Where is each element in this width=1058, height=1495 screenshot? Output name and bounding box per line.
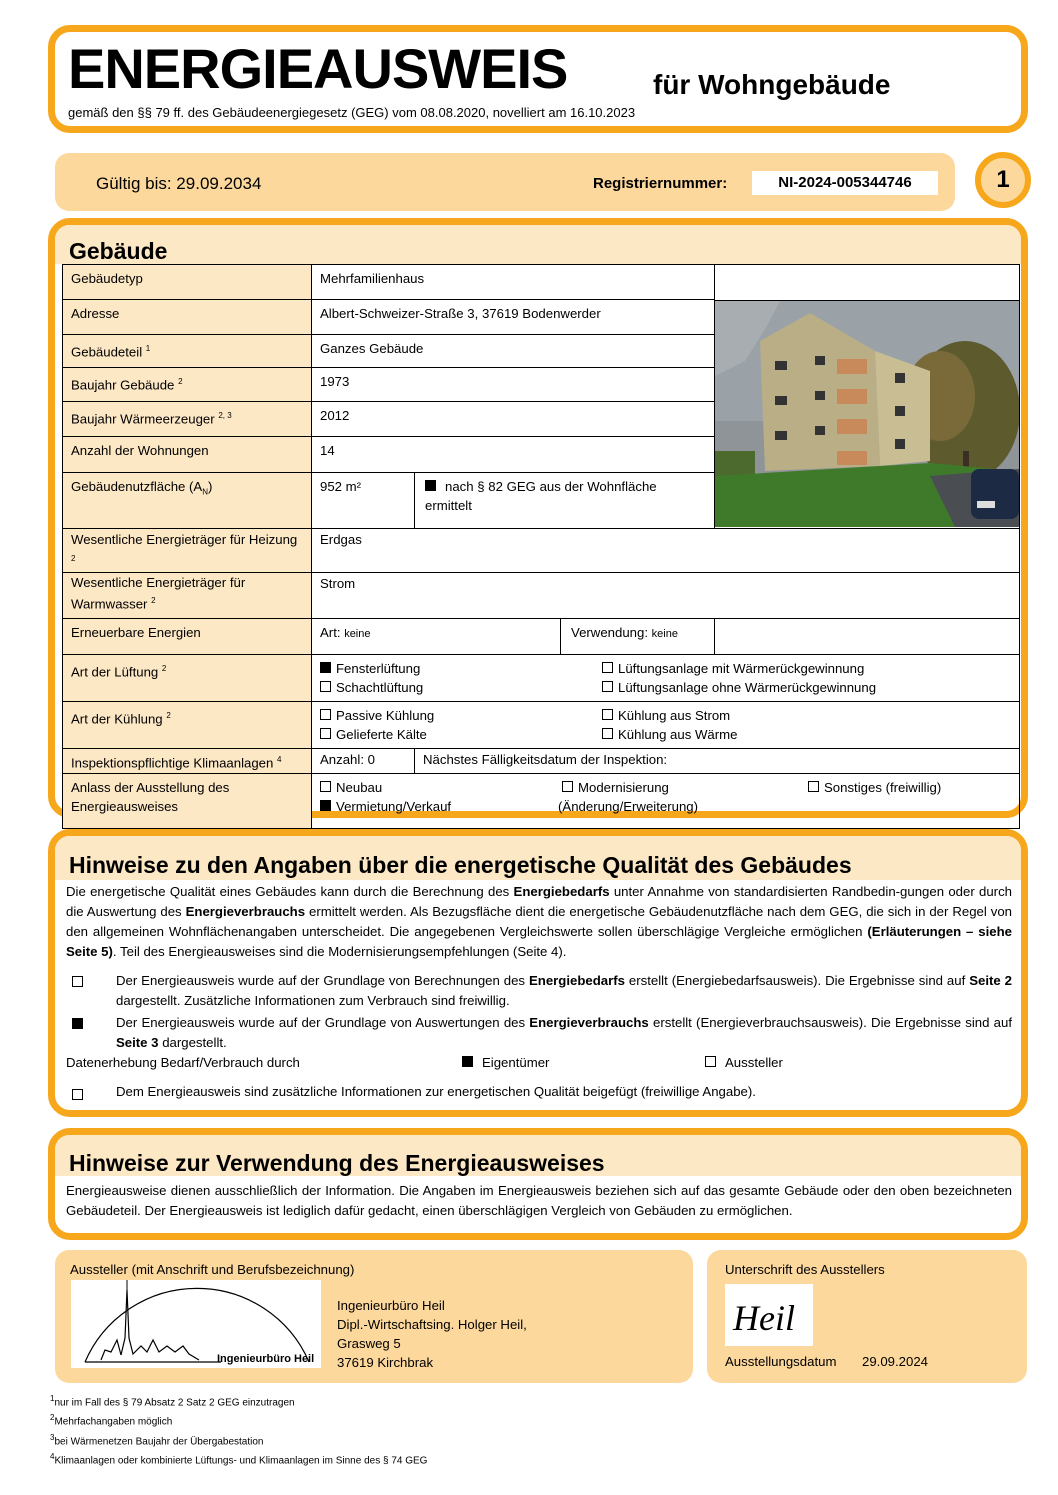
- issuer-logo: [71, 1280, 321, 1368]
- valid-until: Gültig bis: 29.09.2034: [96, 174, 262, 193]
- label-apartments: Anzahl der Wohnungen: [63, 437, 312, 473]
- issue-date: 29.09.2024: [862, 1354, 929, 1369]
- value-type: Mehrfamilienhaus: [312, 265, 715, 300]
- cooling-power-checkbox[interactable]: [602, 709, 613, 720]
- value-address: Albert-Schweizer-Straße 3, 37619 Bodenwerder: [312, 300, 715, 335]
- doc-subtitle: für Wohngebäude: [653, 69, 891, 100]
- value-hot-water: Strom: [312, 573, 1020, 618]
- value-part: Ganzes Gebäude: [312, 335, 715, 368]
- data-collection-label: Datenerhebung Bedarf/Verbrauch durch: [66, 1055, 300, 1070]
- doc-legal-basis: gemäß den §§ 79 ff. des Gebäudeenergiegesetz (GEG) vom 08.08.2020, novelliert am 16.10.2023: [68, 105, 636, 120]
- value-heating: Erdgas: [312, 529, 1020, 573]
- reason-new-checkbox[interactable]: [320, 781, 331, 792]
- issuer-address: Ingenieurbüro Heil Dipl.-Wirtschaftsing. Holger Heil, Grasweg 5 37619 Kirchbrak: [337, 1298, 527, 1370]
- label-renewable: Erneuerbare Energien: [63, 618, 312, 654]
- value-year-building: 1973: [312, 368, 715, 402]
- data-issuer: Aussteller: [705, 1055, 783, 1070]
- ventilation-window-checkbox[interactable]: [320, 662, 331, 673]
- reason-options: Neubau Vermietung/Verkauf Modernisierung (Änderung/Erweiterung) Sonstiges (freiwillig): [312, 774, 1020, 829]
- building-photo: [715, 301, 1019, 527]
- reason-rent-sale-checkbox[interactable]: [320, 800, 331, 811]
- ventilation-nohr-checkbox[interactable]: [602, 681, 613, 692]
- demand-option-text: Der Energieausweis wurde auf der Grundlage von Berechnungen des Energiebedarfs erstellt (Energiebedarfsausweis). Die Ergebnisse sind auf Seite 2 dargestellt. Zusätzliche Informationen zum Verbrauch sind freiwillig.: [116, 973, 1012, 1008]
- label-part: Gebäudeteil $^1$: [63, 335, 312, 368]
- signature-image: [725, 1284, 813, 1346]
- aircon-count: Anzahl: 0: [312, 748, 415, 773]
- consumption-option-text: Der Energieausweis wurde auf der Grundlage von Auswertungen des Energieverbrauchs erstellt (Energieverbrauchsausweis). Die Ergebnisse sind auf Seite 3 dargestellt.: [116, 1015, 1012, 1050]
- usage-hints-title: Hinweise zur Verwendung des Energieausweises: [69, 1150, 605, 1176]
- signature-box: [725, 1284, 813, 1346]
- data-owner: Eigentümer: [462, 1055, 549, 1070]
- footnote-2: $^2$Mehrfachangaben möglich: [50, 1413, 173, 1428]
- title-box: [48, 25, 1028, 133]
- cooling-options: Passive Kühlung Gelieferte Kälte Kühlung aus Strom Kühlung aus Wärme: [312, 701, 1020, 748]
- additional-info-checkbox[interactable]: [72, 1089, 83, 1100]
- signature-label: Unterschrift des Ausstellers: [725, 1262, 885, 1277]
- page-number-badge: [975, 152, 1031, 208]
- ventilation-hr-checkbox[interactable]: [602, 662, 613, 673]
- label-area: Gebäudenutzfläche $(A_N)$: [63, 473, 312, 529]
- ventilation-options: Fensterlüftung Schachtlüftung Lüftungsanlage mit Wärmerückgewinnung Lüftungsanlage ohne Wärmerückgewinnung: [312, 654, 1020, 701]
- consumption-option-checkbox[interactable]: [72, 1018, 83, 1029]
- reason-modernization-checkbox[interactable]: [562, 781, 573, 792]
- renewable-spacer: [715, 618, 1020, 654]
- value-apartments: 14: [312, 437, 715, 473]
- label-year-generator: Baujahr Wärmeerzeuger $^{2, 3}$: [63, 402, 312, 437]
- issuer-label: Aussteller (mit Anschrift und Berufsbezeichnung): [70, 1262, 355, 1277]
- aircon-next: Nächstes Fälligkeitsdatum der Inspektion:: [415, 748, 1020, 773]
- quality-intro: Die energetische Qualität eines Gebäudes kann durch die Berechnung des Energiebedarfs unter Annahme von standardisierten Randbedin-gungen oder durch die Auswertung des Energieverbrauchs ermittelt werden. Als Bezugsfläche dient die energetische Gebäudenutzfläche nach dem GEG, die sich in der Regel von den allgemeinen Wohnflächenangaben unterscheidet. Die angegebenen Vergleichswerte sollen überschlägige Vergleiche ermöglichen (Erläuterungen – siehe Seite 5). Teil des Energieausweises sind die Modernisierungsempfehlungen (Seite 4).: [66, 884, 1012, 959]
- page-number: 1: [996, 166, 1010, 193]
- building-table: [62, 264, 1020, 829]
- svg-text:Ingenieurbüro Heil: Ingenieurbüro Heil: [217, 1353, 315, 1365]
- data-issuer-checkbox[interactable]: [705, 1056, 716, 1067]
- registration-label: Registriernummer:: [593, 175, 728, 192]
- building-header-bg: [55, 225, 1021, 264]
- label-reason: Anlass der Ausstellung des Energieausweises: [63, 774, 312, 829]
- value-area: 952 m²: [312, 473, 415, 529]
- reason-modernization-note: (Änderung/Erweiterung): [558, 799, 699, 815]
- usage-hints-text: Energieausweise dienen ausschließlich der Information. Die Angaben im Energieausweis beziehen sich auf das gesamte Gebäude oder den oben bezeichneten Gebäudeteil. Der Energieausweis ist lediglich dafür gedacht, einen überschlägigen Vergleich von Gebäuden zu ermöglichen.: [66, 1183, 1012, 1218]
- registration-number: NI-2024-005344746: [752, 171, 938, 195]
- label-ventilation: Art der Lüftung $^2$: [63, 654, 312, 701]
- doc-title: ENERGIEAUSWEIS: [68, 37, 568, 100]
- label-year-building: Baujahr Gebäude $^2$: [63, 368, 312, 402]
- cooling-delivered-checkbox[interactable]: [320, 728, 331, 739]
- cooling-heat-checkbox[interactable]: [602, 728, 613, 739]
- label-address: Adresse: [63, 300, 312, 335]
- footnote-3: $^3$bei Wärmenetzen Baujahr der Übergabestation: [50, 1432, 264, 1447]
- signature-panel: [707, 1250, 1027, 1383]
- svg-text:Heil: Heil: [733, 1298, 795, 1338]
- issuer-panel: [55, 1250, 693, 1383]
- area-note-checkbox[interactable]: [425, 480, 436, 491]
- label-type: Gebäudetyp: [63, 265, 312, 300]
- label-hot-water: Wesentliche Energieträger für Warmwasser $^2$: [63, 573, 312, 618]
- additional-info-text: Dem Energieausweis sind zusätzliche Informationen zur energetischen Qualität beigefügt (freiwillige Angabe).: [116, 1084, 756, 1099]
- label-heating: Wesentliche Energieträger für Heizung $^2$: [63, 529, 312, 573]
- ventilation-shaft-checkbox[interactable]: [320, 681, 331, 692]
- data-owner-checkbox[interactable]: [462, 1056, 473, 1067]
- footnote-4: $^4$Klimaanlagen oder kombinierte Lüftungs- und Klimaanlagen im Sinne des § 74 GEG: [50, 1451, 428, 1467]
- quality-hints-title: Hinweise zu den Angaben über die energetische Qualität des Gebäudes: [69, 852, 852, 878]
- footnotes: [50, 1391, 427, 1468]
- cooling-passive-checkbox[interactable]: [320, 709, 331, 720]
- issue-date-label: Ausstellungsdatum: [725, 1354, 837, 1369]
- label-aircon: Inspektionspflichtige Klimaanlagen $^4$: [63, 748, 312, 773]
- validity-bar: [55, 153, 955, 211]
- area-note: nach § 82 GEG aus der Wohnfläche ermittelt: [415, 473, 715, 529]
- building-photo-cell: [715, 265, 1020, 529]
- demand-option-checkbox[interactable]: [72, 976, 83, 987]
- value-year-generator: 2012: [312, 402, 715, 437]
- church-logo-icon: [71, 1280, 321, 1368]
- label-cooling: Art der Kühlung $^2$: [63, 701, 312, 748]
- renewable-art: Art: keine Verwendung: keine: [312, 618, 715, 654]
- footnote-1: $^1$nur im Fall des § 79 Absatz 2 Satz 2 GEG einzutragen: [50, 1394, 295, 1409]
- building-title: Gebäude: [69, 238, 168, 264]
- reason-other-checkbox[interactable]: [808, 781, 819, 792]
